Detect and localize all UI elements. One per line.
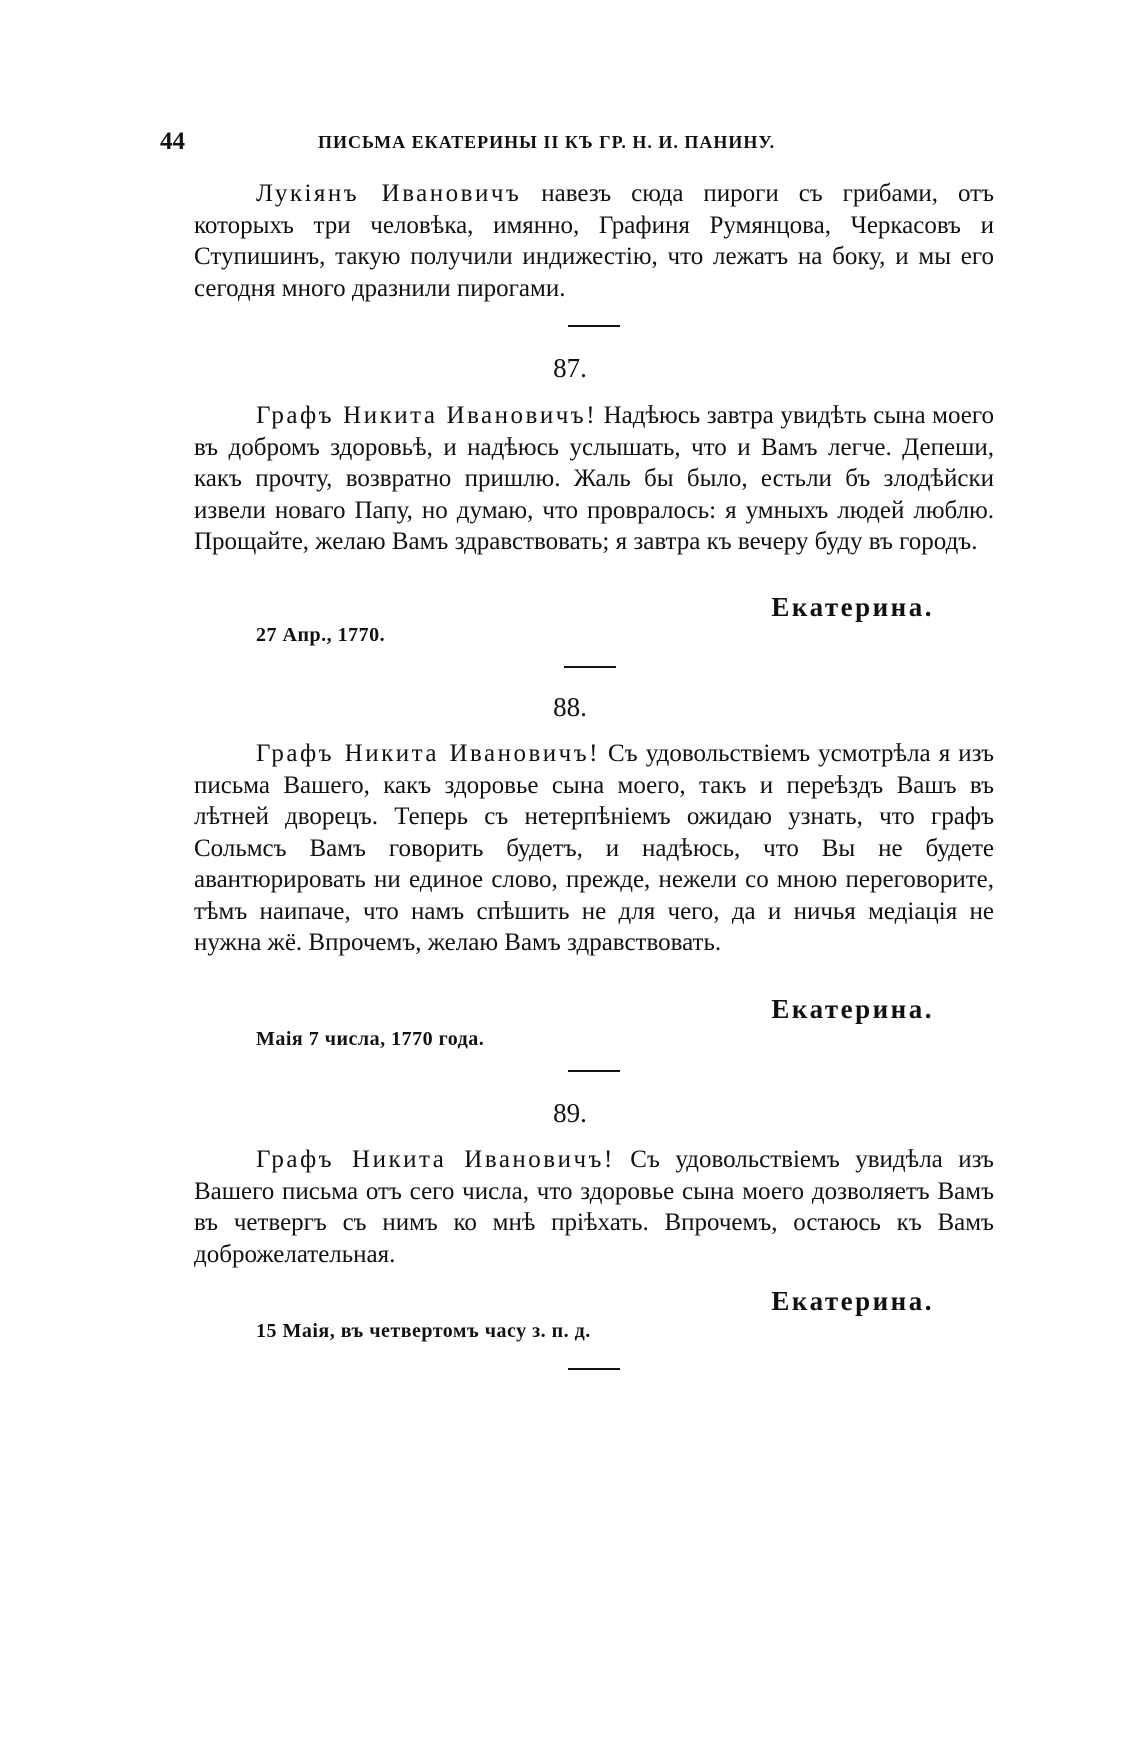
letter-89-paragraph [194, 1144, 994, 1270]
page-number: 44 [160, 128, 185, 155]
letter-89-body [194, 1144, 994, 1270]
letter-87-paragraph [194, 400, 994, 558]
letter-88-paragraph [194, 738, 994, 959]
letter-87-text: Надѣюсь завтра увидѣть сына моего въ добромъ здоровьѣ, и надѣюсь услышать, что и Вамъ легче. Депеши, какъ прочту, возвратно пришлю. Жаль бы было, естьли бъ злодѣйски извели новаго Папу, но думаю, что провралось: я умныхъ людей люблю. Прощайте, желаю Вамъ здравствовать; я завтра къ вечеру буду въ городъ. [194, 402, 995, 555]
letter-87-body [194, 400, 994, 558]
letter-number-89: 89. [553, 1098, 587, 1128]
letter-88-date: Маія 7 числа, 1770 года. [256, 1028, 485, 1050]
running-title: ПИСЬМА ЕКАТЕРИНЫ II КЪ ГР. Н. И. ПАНИНУ. [318, 132, 776, 152]
intro-paragraph-block [194, 178, 994, 304]
intro-text: навезъ сюда пироги съ грибами, отъ которыхъ три человѣка, имянно, Графиня Румянцова, Черкасовъ и Ступишинъ, такую получили индижестію, что лежатъ на боку, и мы его сегодня много дразнили пирогами. [194, 180, 994, 302]
letter-number-88: 88. [553, 692, 587, 722]
letter-89-salutation: Графъ Никита Ивановичъ! [256, 1146, 615, 1173]
letter-88-salutation: Графъ Никита Ивановичъ! [256, 740, 600, 767]
section-divider [568, 1368, 620, 1370]
section-divider [568, 1070, 620, 1072]
intro-paragraph [194, 178, 994, 304]
intro-lead-name: Лукіянъ Ивановичъ [256, 180, 522, 207]
running-head [160, 128, 990, 158]
letter-89-signature: Екатерина. [771, 1286, 934, 1316]
letter-number-87: 87. [553, 353, 587, 383]
letter-87-signature: Екатерина. [771, 592, 934, 622]
section-divider [568, 325, 620, 327]
letter-89-text: Съ удовольствіемъ увидѣла изъ Вашего письма отъ сего числа, что здоровье сына моего дозволяетъ Вамъ въ четвергъ съ нимъ ко мнѣ пріѣхать. Впрочемъ, остаюсь къ Вамъ доброжелательная. [194, 1146, 994, 1268]
letter-88-body [194, 738, 994, 959]
letter-88-signature: Екатерина. [771, 994, 934, 1024]
section-divider [564, 666, 616, 668]
letter-87-salutation: Графъ Никита Ивановичъ! [256, 402, 598, 429]
letter-89-date: 15 Маія, въ четвертомъ часу з. п. д. [256, 1320, 591, 1342]
letter-88-text: Съ удовольствіемъ усмотрѣла я изъ письма Вашего, какъ здоровье сына моего, такъ и переѣздъ Вашъ въ лѣтней дворецъ. Теперь съ нетерпѣніемъ ожидаю узнать, что графъ Сольмсъ Вамъ говорить будетъ, и надѣюсь, что Вы не будете авантюрировать ни единое слово, прежде, нежели со мною переговорите, тѣмъ наипаче, что намъ спѣшить не для чего, да и ничья медіація не нужна жё. Впрочемъ, желаю Вамъ здравствовать. [194, 740, 994, 956]
letter-87-date: 27 Апр., 1770. [256, 624, 386, 646]
